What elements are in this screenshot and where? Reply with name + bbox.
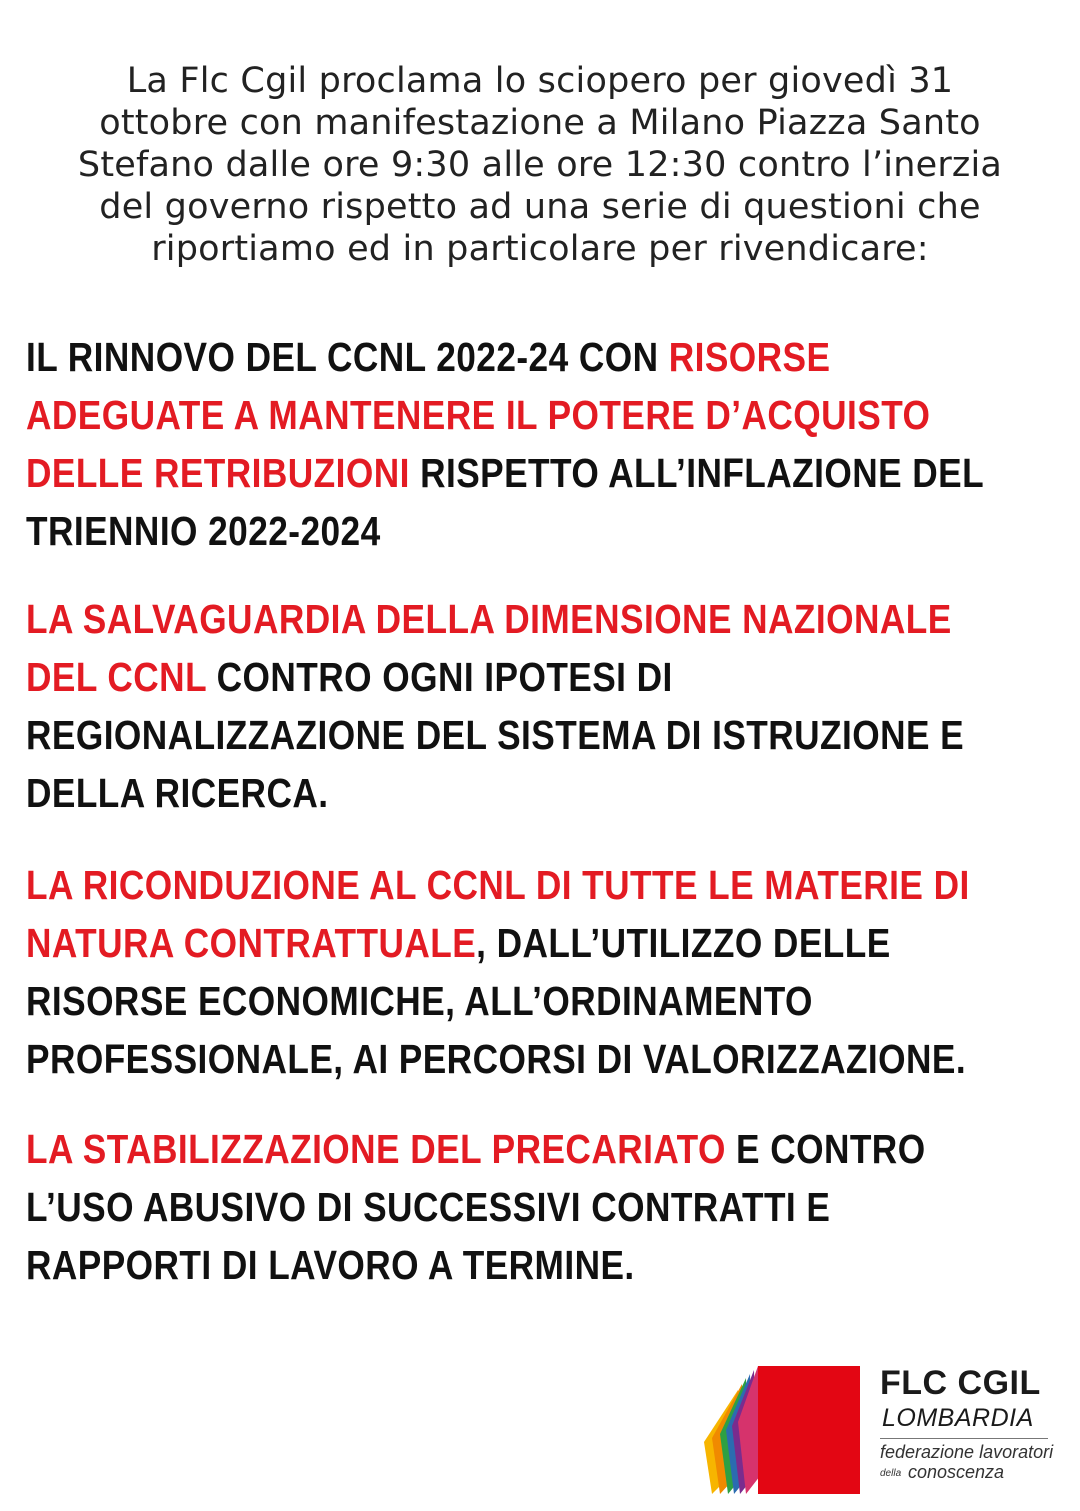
flc-cgil-logo xyxy=(700,1362,1060,1502)
demand-highlight: LA SALVAGUARDIA DELLA DIMENSIONE NAZIONALE DEL CCNL xyxy=(26,596,952,700)
demand-point-2 xyxy=(26,590,1015,822)
demand-point-4 xyxy=(26,1120,1015,1294)
demand-highlight: RISORSE ADEGUATE A MANTENERE IL POTERE D’ACQUISTO DELLE RETRIBUZIONI xyxy=(26,334,931,496)
demand-highlight: LA RICONDUZIONE AL CCNL DI TUTTE LE MATERIE DI NATURA CONTRATTUALE xyxy=(26,862,970,966)
intro-line: La Flc Cgil proclama lo sciopero per giovedì 31 xyxy=(126,61,954,101)
demand-rest: RISPETTO ALL’INFLAZIONE DEL TRIENNIO 2022-2024 xyxy=(26,450,984,554)
logo-subtitle: conoscenza xyxy=(908,1462,1005,1482)
demand-point-1 xyxy=(26,328,1015,560)
demand-lead: IL RINNOVO DEL CCNL 2022-24 CON xyxy=(26,334,669,380)
logo-subtitle-small: della xyxy=(880,1468,902,1479)
demand-point-3 xyxy=(26,856,1015,1088)
demand-rest: CONTRO OGNI IPOTESI DI REGIONALIZZAZIONE DEL SISTEMA DI ISTRUZIONE E DELLA RICERCA. xyxy=(26,654,965,816)
logo-region: LOMBARDIA xyxy=(882,1404,1034,1432)
logo-mark-icon xyxy=(700,1362,875,1502)
demand-rest: , DALL’UTILIZZO DELLE RISORSE ECONOMICHE, ALL’ORDINAMENTO PROFESSIONALE, AI PERCORSI DI VALORIZZAZIONE. xyxy=(26,920,967,1082)
intro-line: Stefano dalle ore 9:30 alle ore 12:30 contro l’inerzia xyxy=(77,145,1003,185)
demand-highlight: LA STABILIZZAZIONE DEL PRECARIATO xyxy=(26,1126,726,1172)
logo-subtitle: federazione lavoratori xyxy=(880,1442,1054,1462)
intro-line: ottobre con manifestazione a Milano Piazza Santo xyxy=(99,103,981,143)
intro-paragraph xyxy=(30,60,1050,270)
logo-divider xyxy=(880,1438,1048,1439)
logo-title: FLC CGIL xyxy=(880,1364,1041,1402)
intro-line: riportiamo ed in particolare per rivendicare: xyxy=(151,229,929,269)
intro-line: del governo rispetto ad una serie di questioni che xyxy=(99,187,981,227)
demand-rest: E CONTRO L’USO ABUSIVO DI SUCCESSIVI CONTRATTI E RAPPORTI DI LAVORO A TERMINE. xyxy=(26,1126,926,1288)
